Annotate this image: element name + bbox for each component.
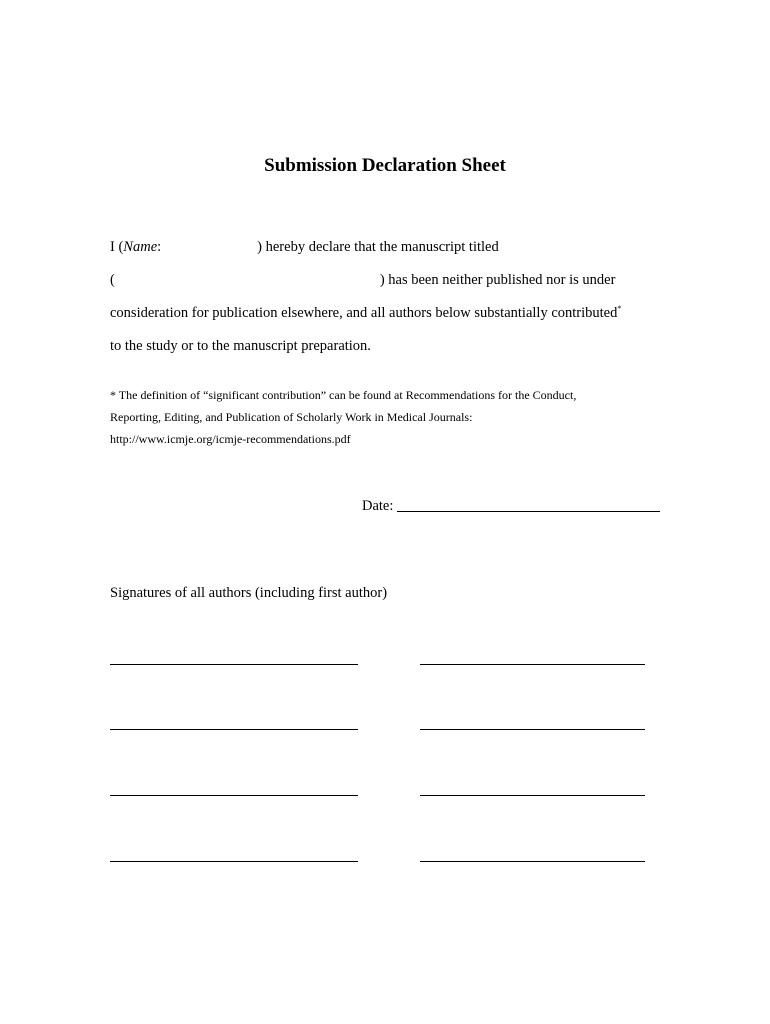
- footnote-url: http://www.icmje.org/icmje-recommendations.pdf: [110, 432, 351, 446]
- signature-line-2-right[interactable]: [420, 729, 645, 730]
- signature-line-3-right[interactable]: [420, 795, 645, 796]
- declaration-line-3-text: consideration for publication elsewhere, and all authors below substantially contributed: [110, 305, 618, 321]
- date-label: Date:: [362, 498, 394, 514]
- footnote-line-2: Reporting, Editing, and Publication of Scholarly Work in Medical Journals:: [110, 410, 473, 424]
- footnote-line-1: * The definition of “significant contribution” can be found at Recommendations for the Conduct,: [110, 388, 577, 402]
- name-colon: :: [157, 239, 162, 255]
- name-label: Name: [123, 239, 158, 255]
- signature-line-4-left[interactable]: [110, 861, 358, 862]
- signatures-heading: Signatures of all authors (including first author): [110, 585, 388, 601]
- signature-line-1-right[interactable]: [420, 664, 645, 665]
- declaration-line-2: [110, 271, 615, 289]
- title-open-paren: (: [110, 272, 115, 288]
- signature-line-2-left[interactable]: [110, 729, 358, 730]
- signature-line-4-right[interactable]: [420, 861, 645, 862]
- declaration-line-4: to the study or to the manuscript preparation.: [110, 338, 371, 354]
- declaration-line-1-suffix: ) hereby declare that the manuscript titled: [257, 239, 499, 255]
- declaration-line-3: [110, 304, 621, 322]
- declaration-line-2-suffix: ) has been neither published nor is under: [379, 272, 616, 288]
- signature-line-1-left[interactable]: [110, 664, 358, 665]
- date-field[interactable]: [397, 511, 660, 512]
- footnote-marker: *: [617, 304, 622, 314]
- signature-line-3-left[interactable]: [110, 795, 358, 796]
- declaration-line-1: [110, 238, 499, 256]
- name-prefix: I (: [110, 239, 124, 255]
- page-title: Submission Declaration Sheet: [264, 155, 506, 176]
